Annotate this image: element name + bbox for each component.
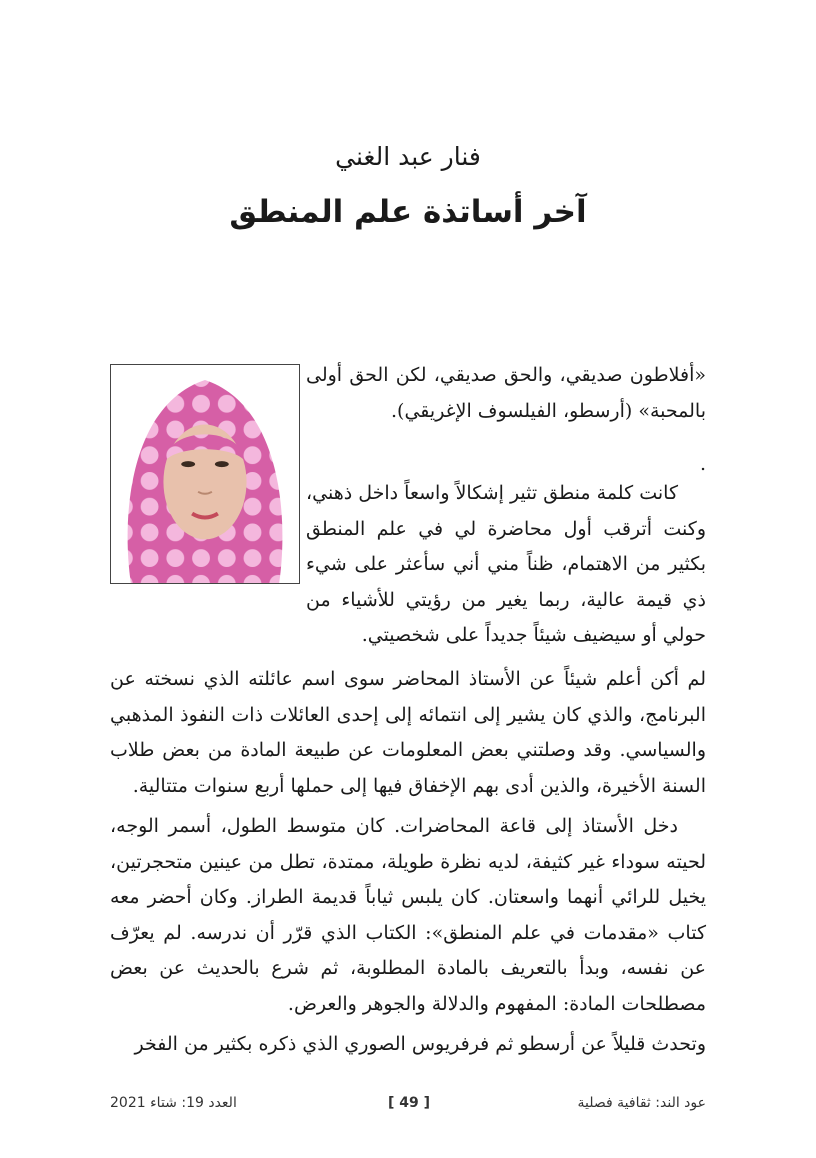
paragraph-2: لم أكن أعلم شيئاً عن الأستاذ المحاضر سوى اسم عائلته الذي نسخته عن البرنامج، والذي كان يشير إلى انتمائه إلى إحدى العائلات ذات النفوذ المذهبي والسياسي. وقد وصلتني بعض المعلومات عن طبيعة المادة من بعض طلاب السنة الأخيرة، والذين أدى بهم الإخفاق فيها إلى حملها أربع سنوات متتالية. [110, 668, 706, 797]
article-title: آخر أساتذة علم المنطق [229, 194, 587, 230]
paragraph-4: وتحدث قليلاً عن أرسطو ثم فرفريوس الصوري الذي ذكره بكثير من الفخر [134, 1033, 706, 1055]
separator-dot: . [699, 453, 706, 475]
footer-issue: العدد 19: شتاء 2021 [110, 1095, 237, 1111]
paragraph-1: كانت كلمة منطق تثير إشكالاً واسعاً داخل ذهني، وكنت أترقب أول محاضرة لي في علم المنطق بكثير من الاهتمام، ظناً مني أني سأعثر على شيء ذي قيمة عالية، ربما يغير من رؤيتي للأشياء من حولي أو سيضيف شيئاً جديداً على شخصيتي. [306, 482, 706, 647]
page-number: [ 49 ] [387, 1095, 431, 1111]
footer-magazine: عود الند: ثقافية فصلية [577, 1095, 706, 1111]
opening-quote: «أفلاطون صديقي، والحق صديقي، لكن الحق أولى بالمحبة» (أرسطو، الفيلسوف الإغريقي). [306, 364, 706, 422]
author-photo [110, 364, 300, 584]
author-name: فنار عبد الغني [335, 142, 481, 171]
paragraph-3: دخل الأستاذ إلى قاعة المحاضرات. كان متوسط الطول، أسمر الوجه، لحيته سوداء غير كثيفة، لديه نظرة طويلة، ممتدة، تطل من عينين متحجرتين، يخيل للرائي أنهما واسعتان. كان يلبس ثياباً قديمة الطراز. وكان أحضر معه كتاب «مقدمات في علم المنطق»: الكتاب الذي قرّر أن ندرسه. لم يعرّف عن نفسه، وبدأ بالتعريف بالمادة المطلوبة، ثم شرع بالحديث عن بعض مصطلحات المادة: المفهوم والدلالة والجوهر والعرض. [110, 815, 706, 1015]
